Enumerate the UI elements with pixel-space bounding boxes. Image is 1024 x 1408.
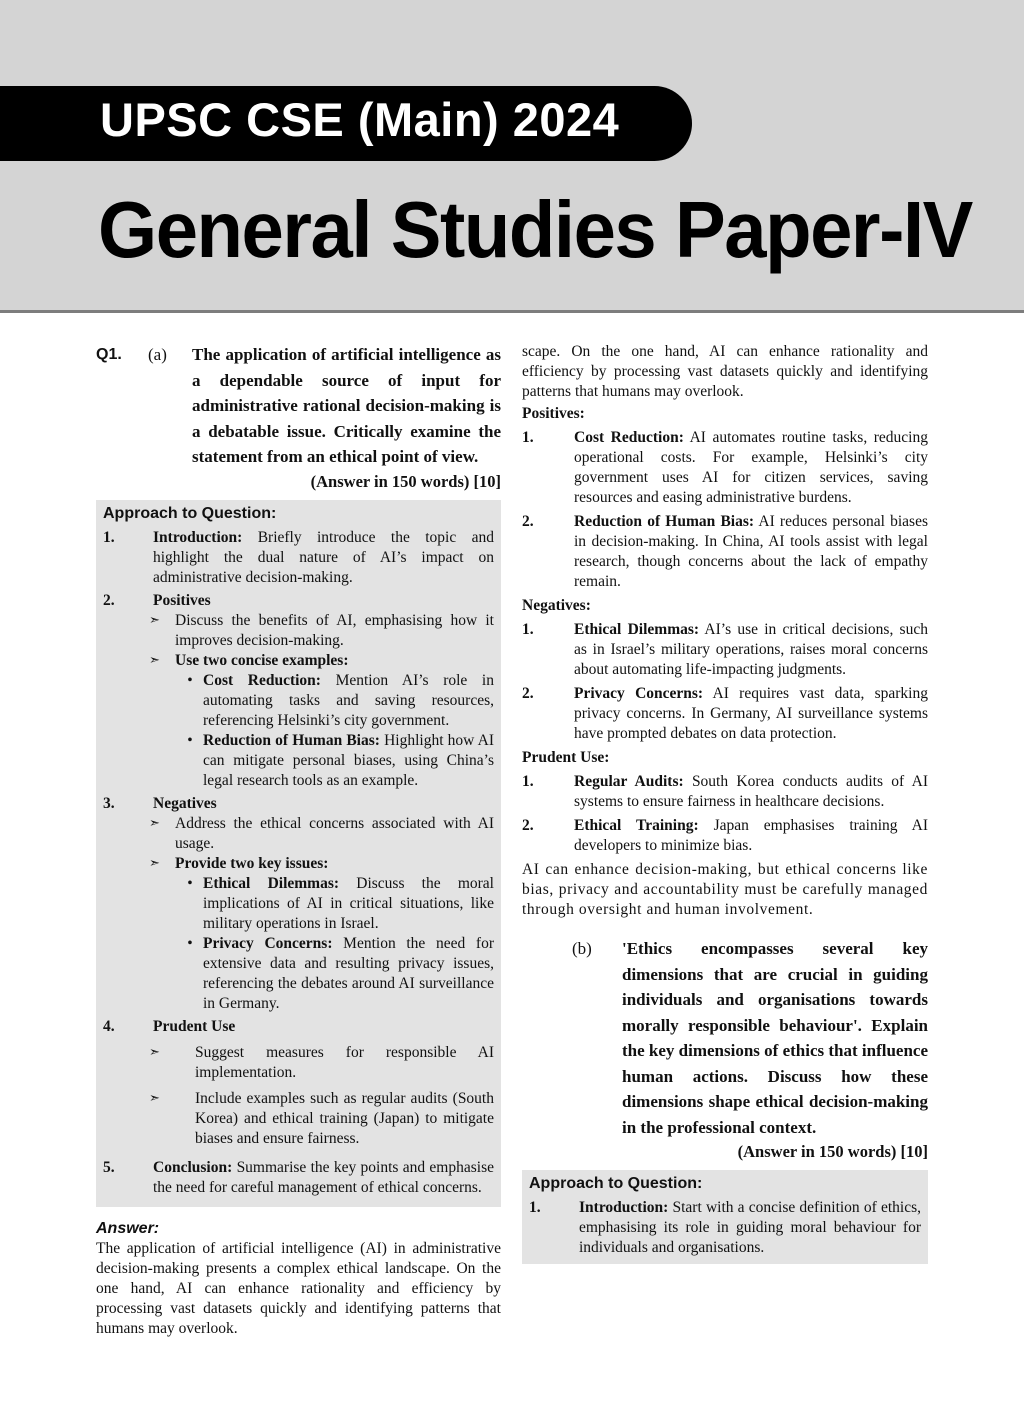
question-1a xyxy=(96,342,501,470)
approach-item: 1. Introduction: Start with a concise definition of ethics, emphasising its role in guiding moral behaviour for individuals and organisations. xyxy=(529,1199,921,1256)
answer-conclusion: AI can enhance decision-making, but ethical concerns like bias, privacy and accountability must be carefully managed through oversight and human involvement. xyxy=(522,861,928,918)
item-number: 2. xyxy=(103,591,115,609)
item-number: 3. xyxy=(103,794,115,812)
approach-title: Approach to Question: xyxy=(103,504,277,522)
prudent-use-heading: Prudent Use: xyxy=(522,749,610,766)
item-text: Conclusion: Summarise the key points and emphasise the need for careful management of ethical concerns. xyxy=(153,1158,494,1196)
question-text: The application of artificial intelligence as a dependable source of input for administrative rational decision-making is a debatable issue. Critically examine the statement from an ethical point of view. xyxy=(192,345,501,466)
sub-point: ➣ Suggest measures for responsible AI implementation. xyxy=(149,1043,494,1081)
negatives-heading: Negatives: xyxy=(522,597,591,614)
approach-box xyxy=(522,1170,928,1264)
bullet-point: • Reduction of Human Bias: Highlight how AI can mitigate personal biases, using China’s legal research tools as an example. xyxy=(177,731,494,791)
approach-box xyxy=(96,500,501,1207)
arrow-icon: ➣ xyxy=(149,1044,160,1060)
question-part: (b) xyxy=(572,939,592,958)
answer-point: 1. Ethical Dilemmas: AI’s use in critical decisions, such as in Israel’s military operations, raises moral concerns about automating life-impacting judgments. xyxy=(522,621,928,678)
arrow-icon: ➣ xyxy=(149,1090,160,1106)
question-number: Q1. xyxy=(96,346,122,363)
exam-title: UPSC CSE (Main) 2024 xyxy=(100,93,620,146)
answer-intro-continued: scape. On the one hand, AI can enhance rationality and efficiency by processing vast datasets quickly and identifying patterns that humans may overlook. xyxy=(522,343,928,400)
sub-point: ➣ Use two concise examples: xyxy=(149,651,349,669)
item-body xyxy=(149,794,494,1014)
question-part: (a) xyxy=(148,345,167,364)
approach-item xyxy=(103,794,494,1014)
arrow-icon: ➣ xyxy=(149,855,160,871)
answer-label: Answer: xyxy=(96,1219,160,1237)
item-heading: Positives xyxy=(153,591,211,609)
question-1b xyxy=(572,936,928,1140)
approach-title: Approach to Question: xyxy=(529,1175,703,1192)
sub-point: ➣ Include examples such as regular audits (South Korea) and ethical training (Japan) to mitigate biases and ensure fairness. xyxy=(149,1089,494,1147)
answer-point: 1. Cost Reduction: AI automates routine tasks, reducing operational costs. For example, Helsinki’s city government uses AI for citizen services, saving resources and easing administrative burdens. xyxy=(522,429,928,506)
left-column xyxy=(96,342,501,1337)
answer-intro: The application of artificial intelligence (AI) in administrative decision-making presents a complex ethical landscape. On the one hand, AI can enhance rationality and efficiency by processing vast datasets quickly and identifying patterns that humans may overlook. xyxy=(96,1239,501,1337)
word-limit-marks: (Answer in 150 words) [10] xyxy=(310,471,501,491)
item-number: 4. xyxy=(103,1017,115,1035)
answer-point: 2. Reduction of Human Bias: AI reduces personal biases in decision-making. In China, AI tools assist with legal research, though concerns about the lack of empathy remain. xyxy=(522,513,928,590)
item-text: Introduction: Briefly introduce the topic and highlight the dual nature of AI’s impact on administrative decision-making. xyxy=(153,528,494,586)
paper-title: General Studies Paper-IV xyxy=(98,185,972,274)
approach-item xyxy=(103,591,494,791)
item-body xyxy=(149,591,494,791)
bullet-icon: • xyxy=(187,874,193,892)
bullet-point: • Privacy Concerns: Mention the need for extensive data and resulting privacy issues, referencing the debates around AI surveillance in Germany. xyxy=(177,934,494,1014)
bullet-icon: • xyxy=(187,934,193,952)
sub-point: ➣ Discuss the benefits of AI, emphasising how it improves decision-making. xyxy=(149,611,494,649)
item-heading: Negatives xyxy=(153,794,217,812)
right-column xyxy=(522,342,928,1264)
word-limit-marks: (Answer in 150 words) [10] xyxy=(737,1142,928,1161)
bullet-point: • Cost Reduction: Mention AI’s role in automating tasks and saving resources, referencing Helsinki’s city government. xyxy=(177,671,494,731)
answer-point: 1. Regular Audits: South Korea conducts audits of AI systems to ensure fairness in healthcare decisions. xyxy=(522,773,928,810)
approach-item xyxy=(103,528,494,588)
arrow-icon: ➣ xyxy=(149,815,160,831)
approach-item xyxy=(103,1158,494,1198)
bullet-point: • Ethical Dilemmas: Discuss the moral implications of AI in critical situations, like military operations in Israel. xyxy=(177,874,494,934)
positives-heading: Positives: xyxy=(522,405,585,422)
bullet-icon: • xyxy=(187,731,193,749)
item-number: 5. xyxy=(103,1158,115,1176)
answer-point: 2. Privacy Concerns: AI requires vast data, sparking privacy concerns. In Germany, AI surveillance systems have prompted debates on data protection. xyxy=(522,685,928,742)
question-text: 'Ethics encompasses several key dimensions that are crucial in guiding individuals and organisations towards morally responsible behaviour'. Explain the key dimensions of ethics that influence human actions. Discuss how these dimensions shape ethical decision-making in the professional context. xyxy=(622,939,928,1137)
answer-point: 2. Ethical Training: Japan emphasises training AI developers to minimize bias. xyxy=(522,817,928,854)
sub-point: ➣ Address the ethical concerns associated with AI usage. xyxy=(149,814,494,852)
item-number: 1. xyxy=(103,528,115,546)
sub-point: ➣ Provide two key issues: xyxy=(149,854,329,872)
approach-item xyxy=(103,1017,494,1155)
arrow-icon: ➣ xyxy=(149,652,160,668)
header-divider xyxy=(0,310,1024,313)
item-body xyxy=(149,1017,494,1155)
bullet-icon: • xyxy=(187,671,193,689)
arrow-icon: ➣ xyxy=(149,612,160,628)
item-heading: Prudent Use xyxy=(153,1017,236,1035)
